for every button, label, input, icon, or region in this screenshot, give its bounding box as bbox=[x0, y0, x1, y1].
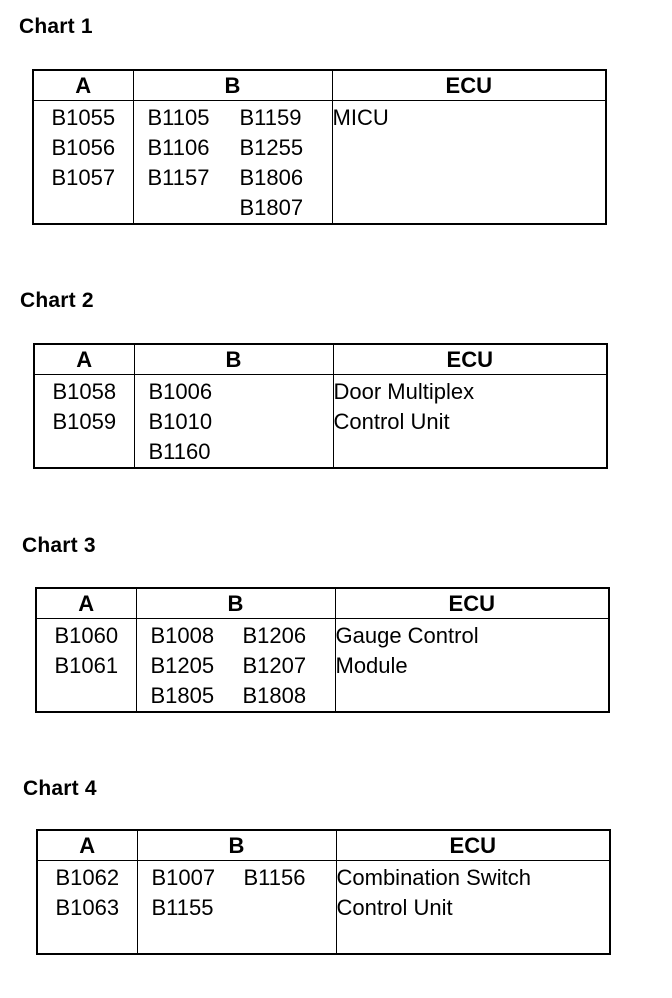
code: B1057 bbox=[51, 165, 116, 190]
code: B1157 bbox=[147, 165, 210, 190]
ecu-name: Gauge Control bbox=[335, 623, 479, 648]
header-ecu: ECU bbox=[336, 830, 610, 861]
header-a: A bbox=[36, 588, 136, 619]
code: B1059 bbox=[52, 409, 117, 434]
code: B1006 bbox=[148, 379, 213, 404]
header-b: B bbox=[137, 830, 336, 861]
ecu-cell bbox=[332, 101, 606, 225]
chart-2-table bbox=[33, 343, 608, 469]
a-cell bbox=[37, 861, 137, 954]
a-cell bbox=[34, 375, 134, 469]
header-a: A bbox=[33, 70, 133, 101]
b-cell bbox=[134, 375, 333, 469]
code: B1156 bbox=[243, 865, 306, 890]
code: B1159 bbox=[239, 105, 302, 130]
header-a: A bbox=[37, 830, 137, 861]
data-row bbox=[37, 861, 610, 954]
b-cell bbox=[136, 619, 335, 713]
ecu-name: Module bbox=[335, 653, 408, 678]
code: B1805 bbox=[150, 683, 215, 708]
a-cell bbox=[33, 101, 133, 225]
header-row bbox=[37, 830, 610, 861]
ecu-name: MICU bbox=[332, 105, 389, 130]
data-row bbox=[33, 101, 606, 225]
code: B1008 bbox=[150, 623, 215, 648]
chart-4-title: Chart 4 bbox=[23, 777, 97, 800]
header-row bbox=[33, 70, 606, 101]
code: B1106 bbox=[147, 135, 210, 160]
chart-4-table bbox=[36, 829, 611, 955]
header-row bbox=[36, 588, 609, 619]
chart-3-title: Chart 3 bbox=[22, 534, 96, 557]
ecu-name: Control Unit bbox=[336, 895, 453, 920]
b-cell bbox=[137, 861, 336, 954]
header-b: B bbox=[136, 588, 335, 619]
code: B1056 bbox=[51, 135, 116, 160]
header-b: B bbox=[134, 344, 333, 375]
chart-1-table bbox=[32, 69, 607, 225]
ecu-cell bbox=[333, 375, 607, 469]
ecu-name: Door Multiplex bbox=[333, 379, 475, 404]
header-ecu: ECU bbox=[335, 588, 609, 619]
code: B1207 bbox=[242, 653, 307, 678]
code: B1205 bbox=[150, 653, 215, 678]
code: B1062 bbox=[55, 865, 120, 890]
header-row bbox=[34, 344, 607, 375]
code: B1055 bbox=[51, 105, 116, 130]
data-row bbox=[34, 375, 607, 469]
code: B1806 bbox=[239, 165, 304, 190]
code: B1060 bbox=[54, 623, 119, 648]
code: B1010 bbox=[148, 409, 213, 434]
ecu-name: Combination Switch bbox=[336, 865, 531, 890]
code: B1007 bbox=[151, 865, 216, 890]
header-ecu: ECU bbox=[333, 344, 607, 375]
code: B1160 bbox=[148, 439, 211, 464]
b-cell bbox=[133, 101, 332, 225]
chart-1-title: Chart 1 bbox=[19, 15, 93, 38]
data-row bbox=[36, 619, 609, 713]
code: B1206 bbox=[242, 623, 307, 648]
header-a: A bbox=[34, 344, 134, 375]
ecu-name: Control Unit bbox=[333, 409, 450, 434]
chart-2-title: Chart 2 bbox=[20, 289, 94, 312]
ecu-cell bbox=[335, 619, 609, 713]
code: B1155 bbox=[151, 895, 214, 920]
code: B1255 bbox=[239, 135, 304, 160]
code: B1808 bbox=[242, 683, 307, 708]
ecu-cell bbox=[336, 861, 610, 954]
chart-3-table bbox=[35, 587, 610, 713]
a-cell bbox=[36, 619, 136, 713]
code: B1807 bbox=[239, 195, 304, 220]
code: B1063 bbox=[55, 895, 120, 920]
header-ecu: ECU bbox=[332, 70, 606, 101]
code: B1061 bbox=[54, 653, 119, 678]
header-b: B bbox=[133, 70, 332, 101]
code: B1105 bbox=[147, 105, 210, 130]
code: B1058 bbox=[52, 379, 117, 404]
